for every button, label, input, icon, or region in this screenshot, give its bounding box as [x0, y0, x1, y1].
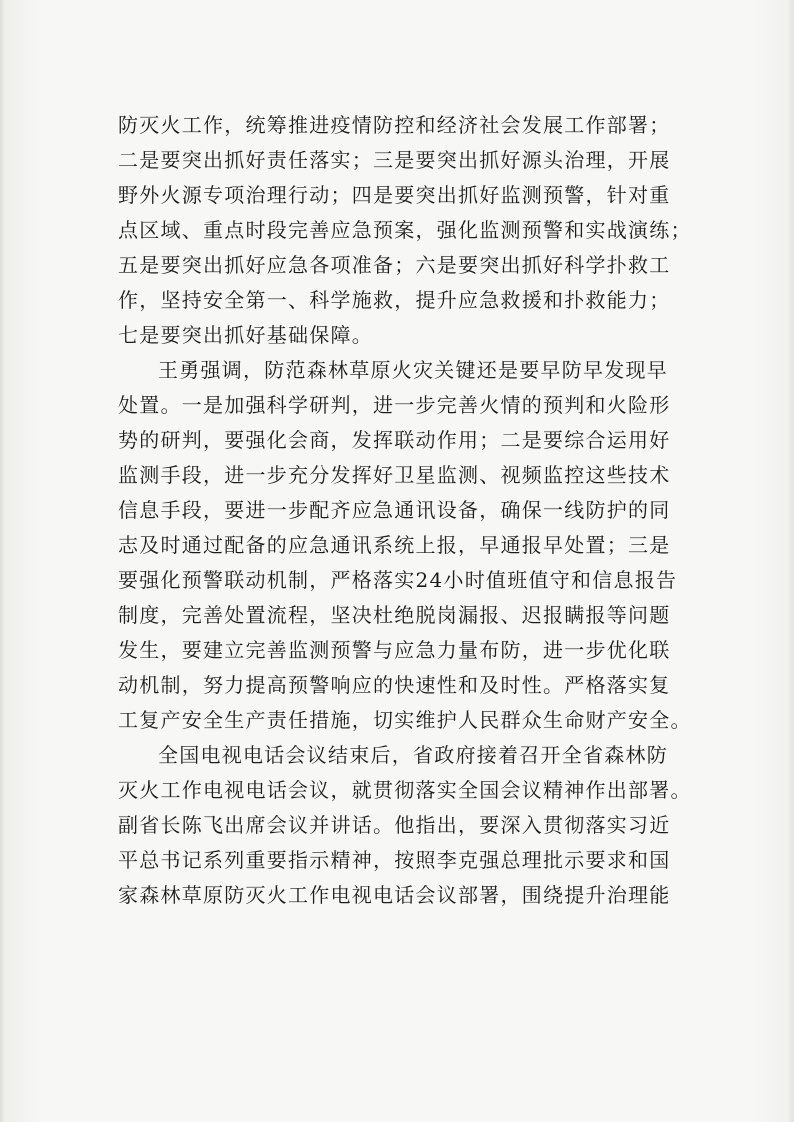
text-line: 点区域、重点时段完善应急预案，强化监测预警和实战演练；: [118, 218, 692, 242]
text-line: 制度，完善处置流程，坚决杜绝脱岗漏报、迟报瞒报等问题: [118, 603, 671, 627]
text-line: 处置。一是加强科学研判，进一步完善火情的预判和火险形: [118, 393, 671, 417]
text-line: 防灭火工作，统筹推进疫情防控和经济社会发展工作部署；: [118, 113, 671, 137]
paragraph-2: [118, 353, 692, 738]
text-line: 志及时通过配备的应急通讯系统上报，早通报早处置；三是: [118, 533, 671, 557]
text-line: 七是要突出抓好基础保障。: [118, 323, 373, 347]
text-line: 家森林草原防灭火工作电视电话会议部署，围绕提升治理能: [118, 883, 671, 907]
text-line: 势的研判，要强化会商，发挥联动作用；二是要综合运用好: [118, 428, 671, 452]
text-line: 工复产安全生产责任措施，切实维护人民群众生命财产安全。: [118, 708, 692, 732]
text-line: 动机制，努力提高预警响应的快速性和及时性。严格落实复: [118, 673, 671, 697]
text-line: 二是要突出抓好责任落实；三是要突出抓好源头治理，开展: [118, 148, 671, 172]
text-line: 野外火源专项治理行动；四是要突出抓好监测预警，针对重: [118, 183, 671, 207]
scan-right-edge: [786, 0, 794, 1122]
text-line: 平总书记系列重要指示精神，按照李克强总理批示要求和国: [118, 848, 671, 872]
text-line: 全国电视电话会议结束后，省政府接着召开全省森林防: [158, 743, 668, 767]
text-line: 作，坚持安全第一、科学施救，提升应急救援和扑救能力；: [118, 288, 671, 312]
text-line: 灭火工作电视电话会议，就贯彻落实全国会议精神作出部署。: [118, 778, 692, 802]
text-line: 王勇强调，防范森林草原火灾关键还是要早防早发现早: [158, 358, 668, 382]
text-line: 监测手段，进一步充分发挥好卫星监测、视频监控这些技术: [118, 463, 671, 487]
text-line: 副省长陈飞出席会议并讲话。他指出，要深入贯彻落实习近: [118, 813, 671, 837]
text-line: 信息手段，要进一步配齐应急通讯设备，确保一线防护的同: [118, 498, 671, 522]
document-body: [118, 108, 692, 913]
text-line: 五是要突出抓好应急各项准备；六是要突出抓好科学扑救工: [118, 253, 671, 277]
text-line: 发生，要建立完善监测预警与应急力量布防，进一步优化联: [118, 638, 671, 662]
scan-left-edge: [0, 0, 6, 1122]
paragraph-3: [118, 738, 692, 913]
text-line: 要强化预警联动机制，严格落实24小时值班值守和信息报告: [118, 568, 678, 592]
paragraph-1: [118, 108, 692, 353]
